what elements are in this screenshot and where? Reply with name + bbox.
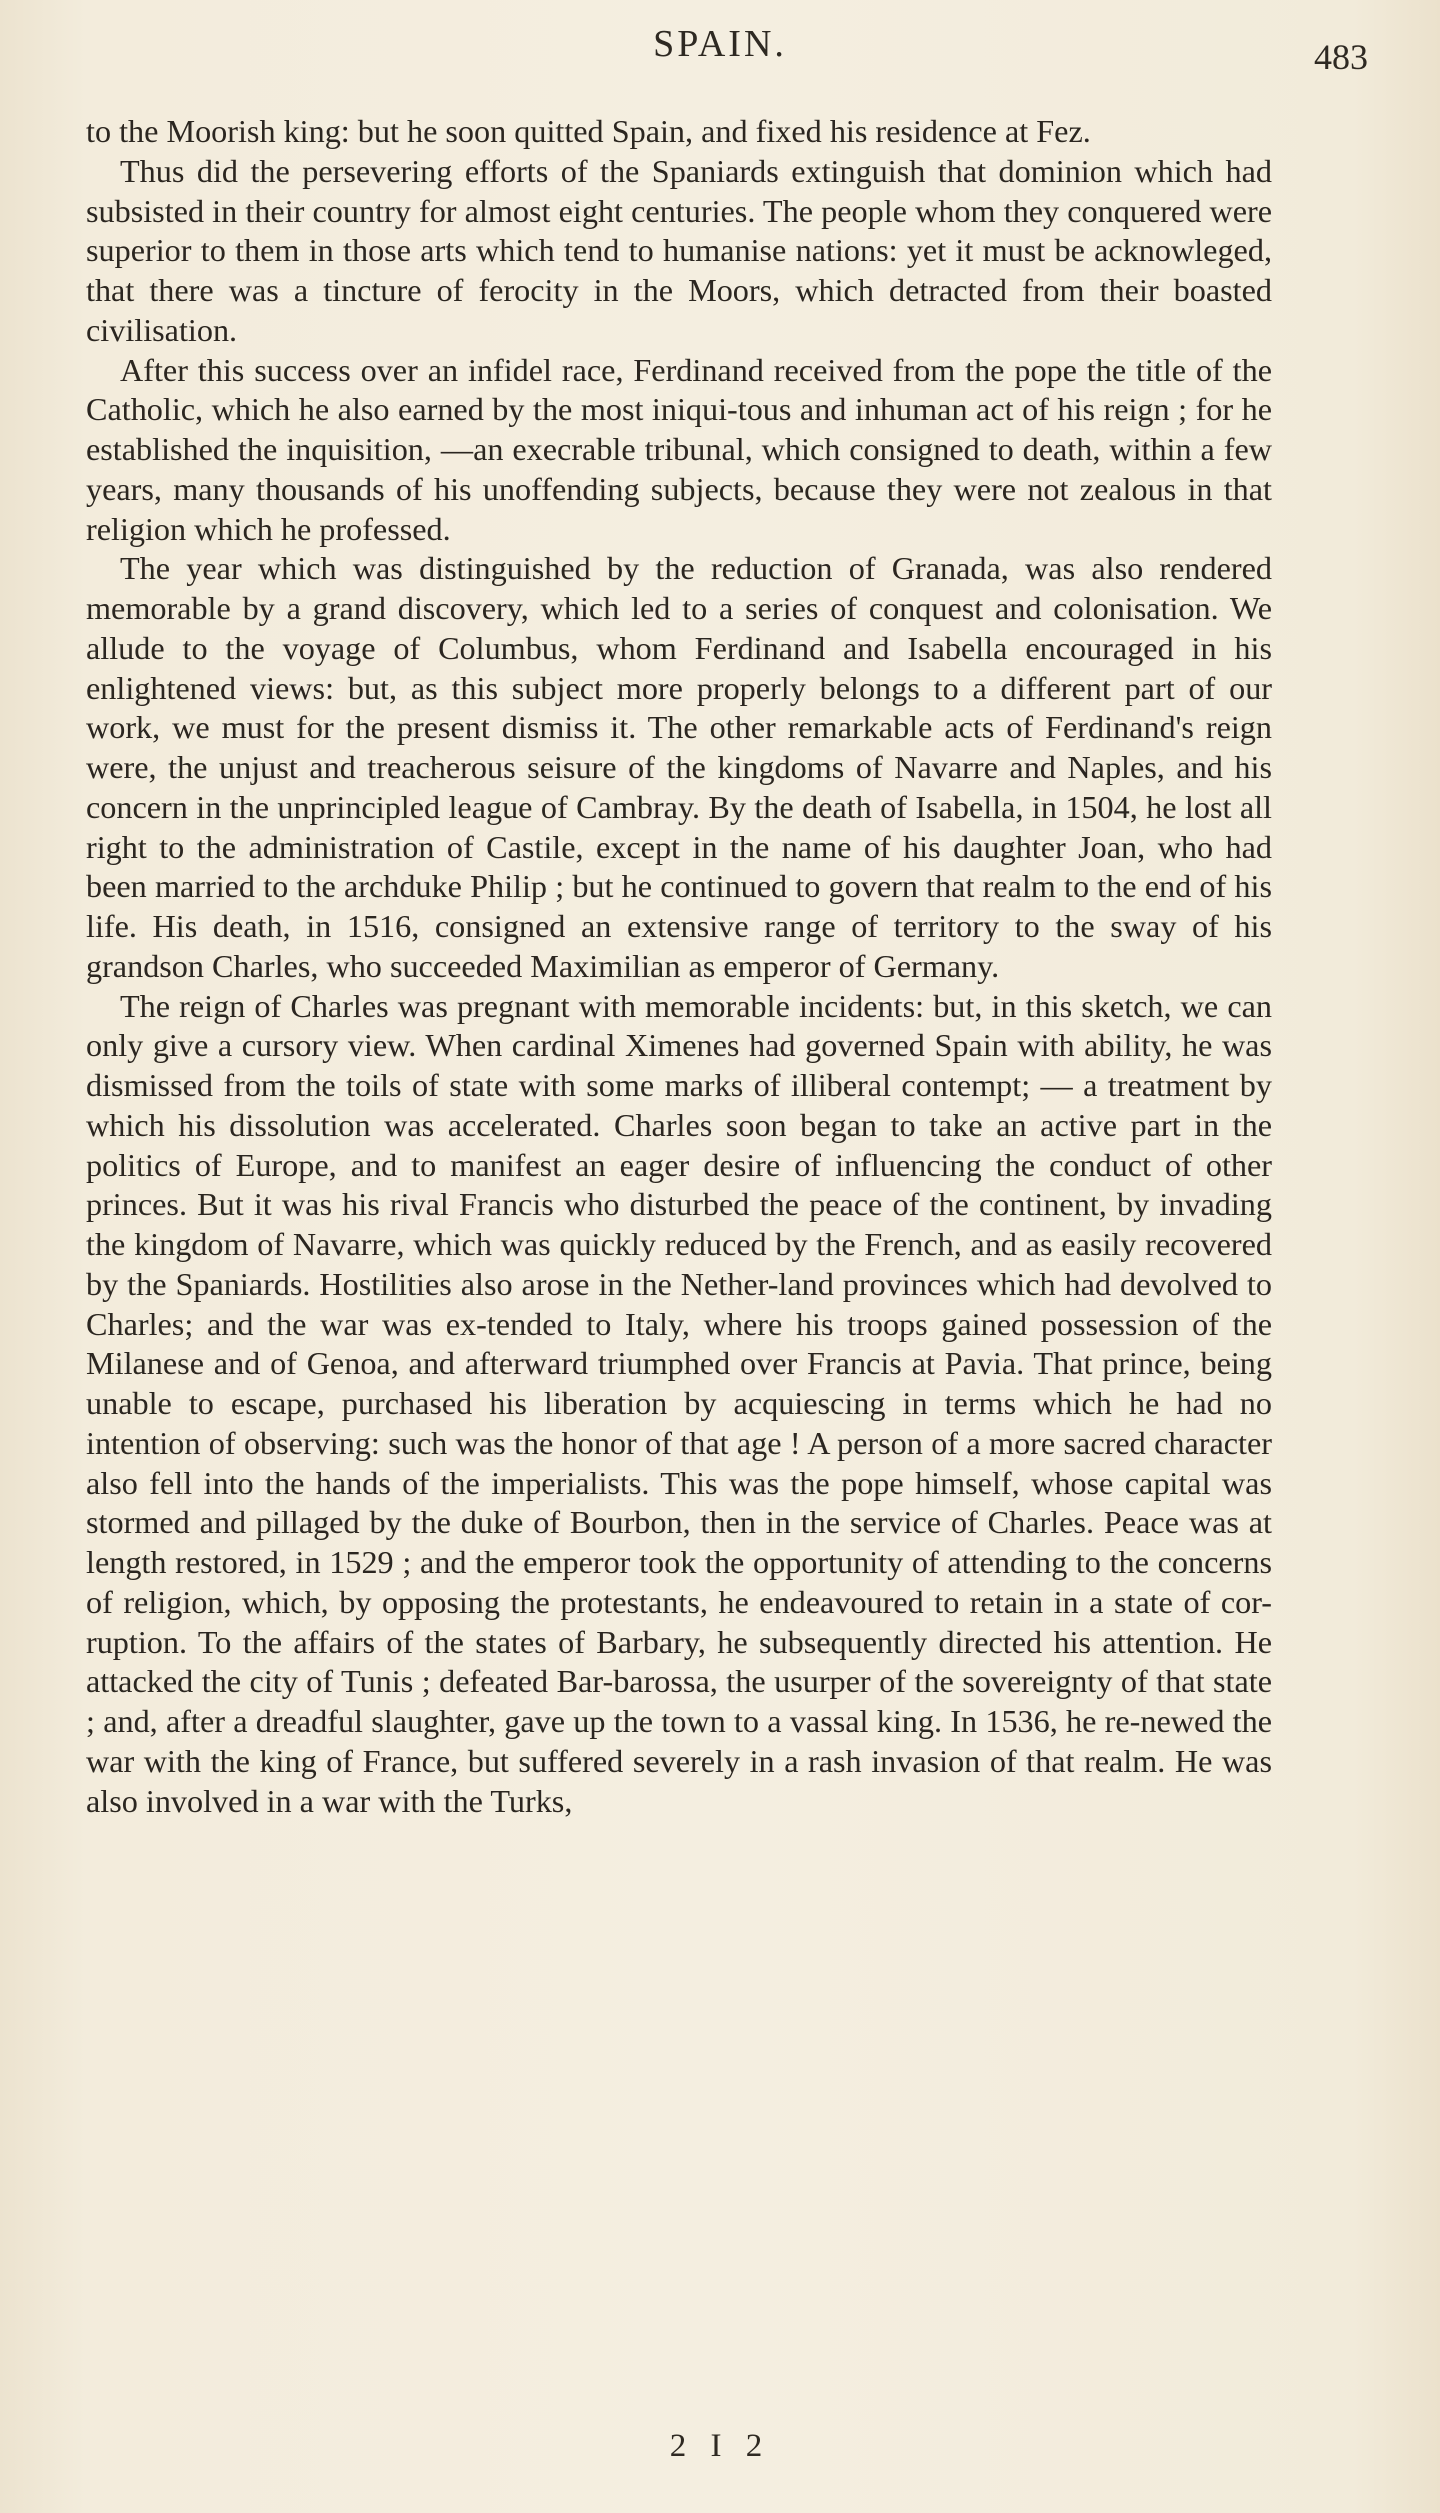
paragraph-1: to the Moorish king: but he soon quitted Spain, and fixed his residence at Fez. — [86, 113, 1091, 149]
running-title: SPAIN. — [653, 23, 787, 65]
paragraph-3: After this success over an infidel race, Ferdinand received from the pope the title of the Catholic, which he also earned by the most iniqui-tous and inhuman act of his reign ; for he established the inquisition, —an execrable tribunal, which consigned to death, within a few years, many thousands of his unoffending subjects, because they were not zealous in that religion which he professed. — [86, 351, 1272, 547]
signature-mark: 2 I 2 — [669, 2428, 771, 2464]
paragraph-4: The year which was distinguished by the reduction of Granada, was also rendered memorable by a grand discovery, which led to a series of conquest and colonisation. We allude to the voyage of Columbus, whom Ferdinand and Isabella encouraged in his enlightened views: but, as this subject more properly belongs to a different part of our work, we must for the present dismiss it. The other remarkable acts of Ferdinand's reign were, the unjust and treacherous seisure of the kingdoms of Navarre and Naples, and his concern in the unprincipled league of Cambray. By the death of Isabella, in 1504, he lost all right to the administration of Castile, except in the name of his daughter Joan, who had been married to the archduke Philip ; but he continued to govern that realm to the end of his life. His death, in 1516, consigned an extensive range of territory to the sway of his grandson Charles, who succeeded Maximilian as emperor of Germany. — [86, 550, 1272, 984]
paragraph-2: Thus did the persevering efforts of the Spaniards extinguish that dominion which had subsisted in their country for almost eight centuries. The people whom they conquered were superior to them in those arts which tend to humanise nations: yet it must be acknowleged, that there was a tincture of ferocity in the Moors, which detracted from their boasted civilisation. — [86, 152, 1272, 348]
paragraph-5: The reign of Charles was pregnant with memorable incidents: but, in this sketch, we can only give a cursory view. When cardinal Ximenes had governed Spain with ability, he was dismissed from the toils of state with some marks of illiberal contempt; — a treatment by which his dissolution was accelerated. Charles soon began to take an active part in the politics of Europe, and to manifest an eager desire of influencing the conduct of other princes. But it was his rival Francis who disturbed the peace of the continent, by invading the kingdom of Navarre, which was quickly reduced by the French, and as easily recovered by the Spaniards. Hostilities also arose in the Nether-land provinces which had devolved to Charles; and the war was ex-tended to Italy, where his troops gained possession of the Milanese and of Genoa, and afterward triumphed over Francis at Pavia. That prince, being unable to escape, purchased his liberation by acquiescing in terms which he had no intention of observing: such was the honor of that age ! A person of a more sacred character also fell into the hands of the imperialists. This was the pope himself, whose capital was stormed and pillaged by the duke of Bourbon, then in the service of Charles. Peace was at length restored, in 1529 ; and the emperor took the opportunity of attending to the concerns of religion, which, by opposing the protestants, he endeavoured to retain in a state of cor-ruption. To the affairs of the states of Barbary, he subsequently directed his attention. He attacked the city of Tunis ; defeated Bar-barossa, the usurper of the sovereignty of that state ; and, after a dreadful slaughter, gave up the town to a vassal king. In 1536, he re-newed the war with the king of France, but suffered severely in a rash invasion of that realm. He was also involved in a war with the Turks, — [86, 987, 1272, 1819]
page-number: 483 — [1314, 37, 1368, 77]
body-text — [86, 112, 1272, 1821]
